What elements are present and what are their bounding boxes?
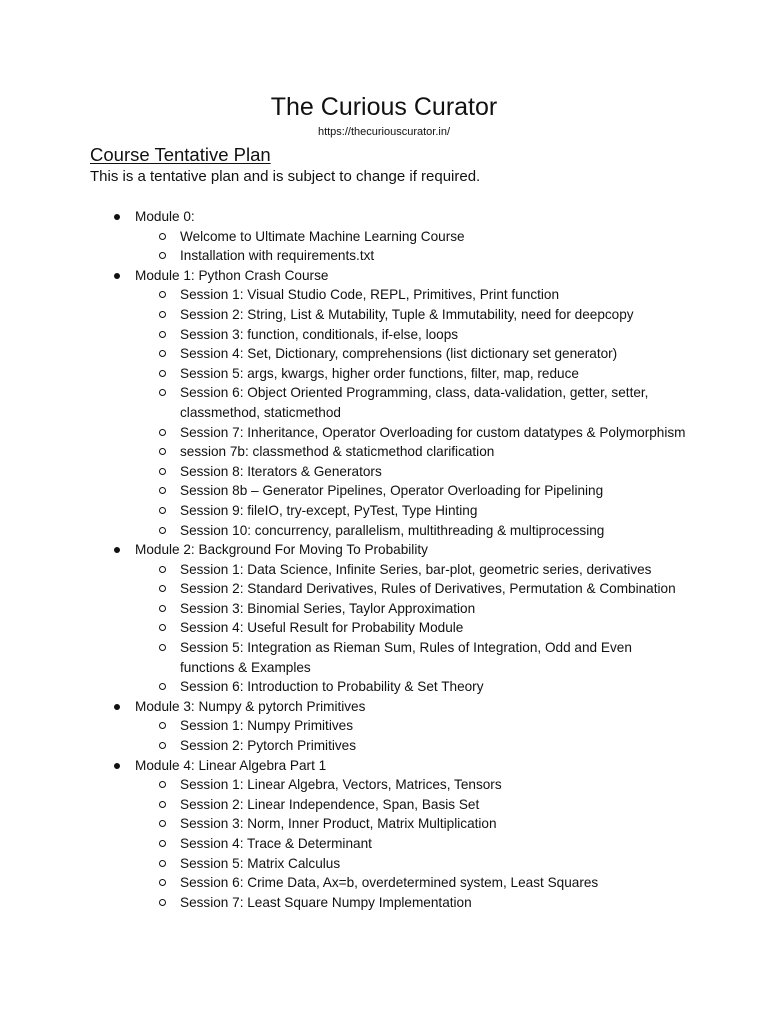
session-label: Session 6: Crime Data, Ax=b, overdetermined system, Least Squares: [180, 875, 599, 891]
hollow-bullet-icon: [159, 820, 166, 827]
document-url[interactable]: https://thecuriouscurator.in/: [317, 126, 451, 138]
session-label: Session 9: fileIO, try-except, PyTest, Type Hinting: [180, 502, 478, 518]
session-item: [0, 873, 768, 893]
filled-bullet-icon: [114, 214, 120, 220]
hollow-bullet-icon: [159, 566, 166, 573]
session-item: [0, 677, 768, 697]
session-item: [0, 481, 768, 501]
session-item: [0, 344, 768, 364]
session-label: Session 2: Standard Derivatives, Rules of Derivatives, Permutation & Combination: [180, 581, 676, 597]
session-item: [0, 775, 768, 795]
session-item: [0, 638, 768, 677]
module-line: [0, 697, 768, 717]
hollow-bullet-icon: [159, 624, 166, 631]
session-item: [0, 501, 768, 521]
session-label: Session 3: function, conditionals, if-else, loops: [180, 326, 459, 342]
filled-bullet-icon: [114, 763, 120, 769]
hollow-bullet-icon: [159, 899, 166, 906]
session-label: Session 3: Binomial Series, Taylor Approximation: [180, 600, 476, 616]
session-label: Session 6: Introduction to Probability & Set Theory: [180, 679, 484, 695]
session-label: Session 4: Useful Result for Probability Module: [180, 620, 464, 636]
session-label: Session 1: Numpy Primitives: [180, 718, 353, 734]
filled-bullet-icon: [114, 273, 120, 279]
intro-text: This is a tentative plan and is subject to change if required.: [90, 168, 481, 185]
hollow-bullet-icon: [159, 722, 166, 729]
section-heading: Course Tentative Plan: [90, 144, 271, 165]
session-label: Session 2: Pytorch Primitives: [180, 738, 357, 754]
module-item: [0, 697, 768, 756]
hollow-bullet-icon: [159, 527, 166, 534]
session-label: Session 1: Data Science, Infinite Series, bar-plot, geometric series, derivatives: [180, 561, 652, 577]
session-item: [0, 560, 768, 580]
session-label: Session 1: Visual Studio Code, REPL, Primitives, Print function: [180, 287, 560, 303]
hollow-bullet-icon: [159, 879, 166, 886]
module-item: [0, 540, 768, 697]
hollow-bullet-icon: [159, 860, 166, 867]
session-item: [0, 364, 768, 384]
session-item: [0, 579, 768, 599]
hollow-bullet-icon: [159, 507, 166, 514]
hollow-bullet-icon: [159, 781, 166, 788]
session-item: [0, 285, 768, 305]
session-label: Session 5: Matrix Calculus: [180, 855, 341, 871]
module-item: [0, 207, 768, 266]
session-item: [0, 814, 768, 834]
session-label: Welcome to Ultimate Machine Learning Course: [180, 228, 465, 244]
hollow-bullet-icon: [159, 605, 166, 612]
hollow-bullet-icon: [159, 585, 166, 592]
hollow-bullet-icon: [159, 252, 166, 259]
course-outline: [0, 207, 768, 912]
session-label: Session 8b – Generator Pipelines, Operator Overloading for Pipelining: [180, 483, 604, 499]
session-item: [0, 893, 768, 913]
module-label: Module 4: Linear Algebra Part 1: [135, 757, 327, 773]
module-line: [0, 207, 768, 227]
session-item: [0, 462, 768, 482]
session-item: [0, 521, 768, 541]
hollow-bullet-icon: [159, 487, 166, 494]
hollow-bullet-icon: [159, 291, 166, 298]
session-item: [0, 716, 768, 736]
module-label: Module 2: Background For Moving To Probability: [135, 542, 428, 558]
session-list: [0, 716, 768, 755]
hollow-bullet-icon: [159, 350, 166, 357]
session-item: [0, 442, 768, 462]
session-label: Session 2: String, List & Mutability, Tuple & Immutability, need for deepcopy: [180, 306, 634, 322]
session-item: [0, 423, 768, 443]
hollow-bullet-icon: [159, 311, 166, 318]
hollow-bullet-icon: [159, 683, 166, 690]
module-label: Module 3: Numpy & pytorch Primitives: [135, 698, 366, 714]
session-label: Session 10: concurrency, parallelism, multithreading & multiprocessing: [180, 522, 605, 538]
session-label: Session 2: Linear Independence, Span, Basis Set: [180, 796, 480, 812]
session-item: [0, 736, 768, 756]
session-item: [0, 618, 768, 638]
module-item: [0, 266, 768, 540]
hollow-bullet-icon: [159, 742, 166, 749]
hollow-bullet-icon: [159, 468, 166, 475]
session-item: [0, 246, 768, 266]
session-list: [0, 775, 768, 912]
session-label: Session 4: Trace & Determinant: [180, 836, 372, 851]
module-line: [0, 756, 768, 776]
session-list: [0, 227, 768, 266]
session-label: Session 7: Least Square Numpy Implementation: [180, 894, 472, 910]
session-label: Session 6: Object Oriented Programming, class, data-validation, getter, setter, classmethod, staticmethod: [180, 385, 649, 420]
session-label: Session 8: Iterators & Generators: [180, 463, 382, 479]
hollow-bullet-icon: [159, 370, 166, 377]
session-label: Installation with requirements.txt: [180, 248, 375, 264]
document-title: The Curious Curator: [270, 93, 498, 121]
session-list: [0, 560, 768, 697]
session-item: [0, 854, 768, 874]
session-item: [0, 383, 768, 422]
session-label: Session 5: args, kwargs, higher order functions, filter, map, reduce: [180, 365, 579, 381]
session-item: [0, 227, 768, 247]
session-label: Session 3: Norm, Inner Product, Matrix Multiplication: [180, 816, 497, 832]
module-label: Module 0:: [135, 209, 195, 224]
session-item: [0, 325, 768, 345]
session-label: session 7b: classmethod & staticmethod clarification: [180, 444, 495, 460]
session-item: [0, 834, 768, 854]
module-item: [0, 756, 768, 913]
hollow-bullet-icon: [159, 801, 166, 808]
session-label: Session 7: Inheritance, Operator Overloading for custom datatypes & Polymorphism: [180, 424, 686, 440]
filled-bullet-icon: [114, 704, 120, 710]
filled-bullet-icon: [114, 547, 120, 553]
session-label: Session 4: Set, Dictionary, comprehensions (list dictionary set generator): [180, 346, 618, 362]
hollow-bullet-icon: [159, 389, 166, 396]
session-item: [0, 795, 768, 815]
hollow-bullet-icon: [159, 233, 166, 240]
hollow-bullet-icon: [159, 644, 166, 651]
session-label: Session 5: Integration as Rieman Sum, Rules of Integration, Odd and Even functions & Examples: [180, 640, 632, 675]
session-item: [0, 305, 768, 325]
session-label: Session 1: Linear Algebra, Vectors, Matrices, Tensors: [180, 777, 502, 793]
session-list: [0, 285, 768, 540]
hollow-bullet-icon: [159, 429, 166, 436]
hollow-bullet-icon: [159, 840, 166, 847]
hollow-bullet-icon: [159, 448, 166, 455]
module-line: [0, 540, 768, 560]
module-line: [0, 266, 768, 286]
session-item: [0, 599, 768, 619]
module-label: Module 1: Python Crash Course: [135, 267, 329, 283]
hollow-bullet-icon: [159, 331, 166, 338]
